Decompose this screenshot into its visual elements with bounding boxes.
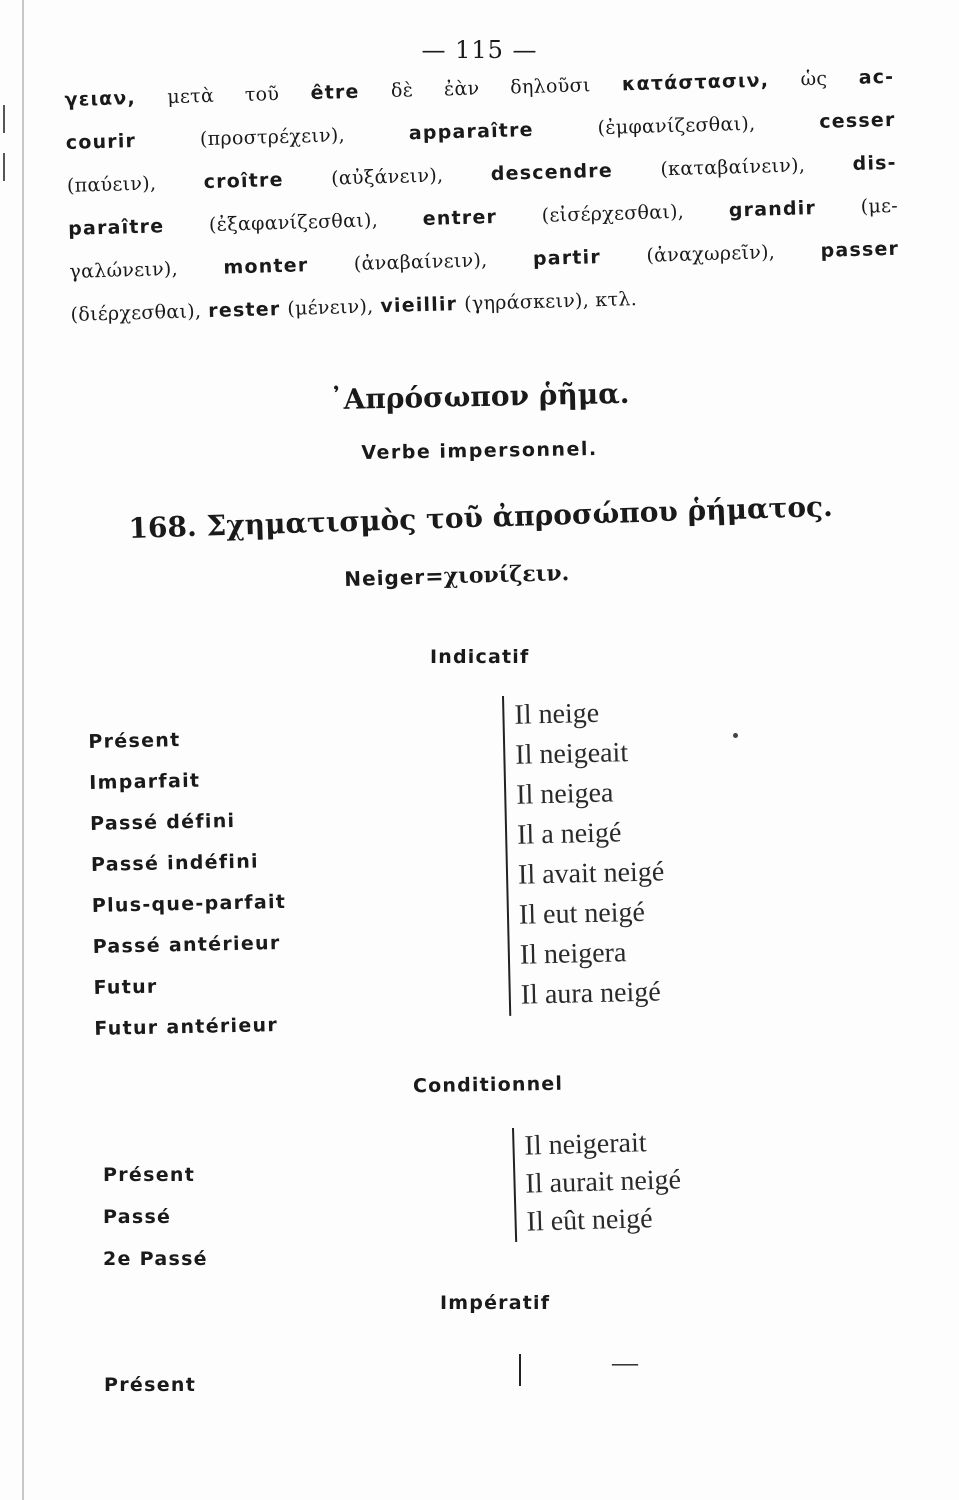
word: (ἀναβαίνειν), bbox=[353, 249, 488, 275]
word: (με- bbox=[860, 194, 899, 218]
margin-marks bbox=[0, 105, 8, 195]
conditionnel-heading: Conditionnel bbox=[412, 1072, 564, 1098]
word: γειαν, bbox=[64, 87, 137, 111]
word: γαλώνειν), bbox=[69, 257, 179, 283]
equals-sign: = bbox=[424, 563, 444, 590]
imperatif-heading: Impératif bbox=[440, 1292, 551, 1314]
ink-speck bbox=[733, 733, 738, 738]
indicatif-form-list bbox=[502, 692, 667, 1016]
section-168-title: Σχηματισμὸς τοῦ ἀπροσώπου ῥήματος. bbox=[205, 489, 834, 543]
word: paraître bbox=[67, 215, 165, 240]
word: entrer bbox=[422, 205, 498, 231]
word: apparaître bbox=[408, 118, 534, 145]
verb-greek: χιονίζειν. bbox=[443, 560, 570, 590]
word: (παύειν), bbox=[66, 172, 157, 197]
indicatif-tense-list bbox=[88, 718, 289, 1050]
word: (προστρέχειν), bbox=[199, 124, 346, 151]
word: courir bbox=[65, 130, 137, 154]
conjugated-form: Il neigea bbox=[515, 777, 614, 811]
word: descendre bbox=[490, 159, 614, 186]
tense-label: 2e Passé bbox=[103, 1248, 208, 1270]
tense-label: Futur antérieur bbox=[94, 1014, 279, 1040]
tense-label: Passé antérieur bbox=[92, 932, 281, 958]
word: grandir bbox=[728, 197, 817, 222]
tense-label: Passé indéfini bbox=[90, 850, 260, 876]
column-bar bbox=[519, 1354, 521, 1386]
conjugated-form: Il eût neigé bbox=[526, 1203, 653, 1238]
word: (εἰσέρχεσθαι), bbox=[541, 200, 685, 227]
conditionnel-form-list bbox=[512, 1123, 683, 1242]
word: κατάστασιν, bbox=[621, 69, 770, 96]
word: (μένειν), bbox=[287, 295, 374, 320]
section-168-heading bbox=[128, 490, 833, 545]
tense-label: Plus-que-parfait bbox=[91, 890, 287, 917]
word: (αὐξάνειν), bbox=[330, 164, 444, 190]
tense-label: Présent bbox=[103, 1164, 196, 1186]
page-gutter bbox=[22, 0, 24, 1500]
conjugated-form: Il aura neigé bbox=[520, 976, 662, 1011]
verb-definition bbox=[344, 560, 570, 592]
word: μετὰ τοῦ bbox=[167, 83, 280, 109]
conjugated-form: Il neige bbox=[514, 697, 600, 731]
conjugated-form: Il neigeait bbox=[514, 737, 629, 771]
word: passer bbox=[820, 237, 900, 262]
word: croître bbox=[203, 168, 284, 194]
conjugated-form: Il neigerait bbox=[524, 1127, 647, 1162]
conjugated-form: Il aurait neigé bbox=[525, 1164, 682, 1200]
tense-label: Passé bbox=[103, 1206, 172, 1228]
word: (διέρχεσθαι), bbox=[70, 300, 202, 326]
word: vieillir bbox=[380, 293, 458, 318]
word: être bbox=[310, 80, 360, 105]
word: monter bbox=[223, 254, 309, 279]
tense-label: Imparfait bbox=[89, 769, 201, 794]
word: dis- bbox=[852, 151, 898, 176]
word: δὲ ἐὰν δηλοῦσι bbox=[390, 74, 591, 102]
section-title-french: Verbe impersonnel. bbox=[361, 437, 598, 465]
word: (καταβαίνειν), bbox=[660, 154, 806, 181]
conditionnel-tense-list bbox=[103, 1154, 208, 1280]
word: (ἀναχωρεῖν), bbox=[646, 241, 776, 267]
verb-latin: Neiger bbox=[344, 564, 426, 591]
word: rester bbox=[207, 298, 281, 323]
imperatif-tense-label: Présent bbox=[104, 1374, 197, 1396]
conjugated-form: Il avait neigé bbox=[517, 856, 665, 891]
word: partir bbox=[532, 246, 602, 270]
conjugated-form: Il neigera bbox=[519, 937, 627, 971]
section-title-greek: ᾿Απρόσωπον ῥῆμα. bbox=[329, 376, 630, 417]
word: cesser bbox=[818, 108, 896, 133]
tense-label: Passé défini bbox=[89, 809, 236, 835]
tense-label: Futur bbox=[93, 975, 158, 999]
word: (γηράσκειν), κτλ. bbox=[463, 288, 638, 315]
section-number: 168. bbox=[128, 509, 198, 545]
conjugated-form: Il a neigé bbox=[516, 817, 622, 851]
word: (ἐξαφανίζεσθαι), bbox=[208, 209, 379, 237]
word: ac- bbox=[858, 65, 895, 89]
conjugated-form: Il eut neigé bbox=[518, 896, 646, 931]
imperatif-form: — bbox=[612, 1348, 638, 1377]
tense-label: Présent bbox=[88, 729, 181, 753]
word: (ἐμφανίζεσθαι), bbox=[597, 112, 756, 140]
intro-paragraph bbox=[64, 55, 901, 336]
word: ὡς bbox=[800, 67, 828, 91]
page-number: — 115 — bbox=[421, 36, 538, 64]
indicatif-heading: Indicatif bbox=[430, 646, 530, 668]
